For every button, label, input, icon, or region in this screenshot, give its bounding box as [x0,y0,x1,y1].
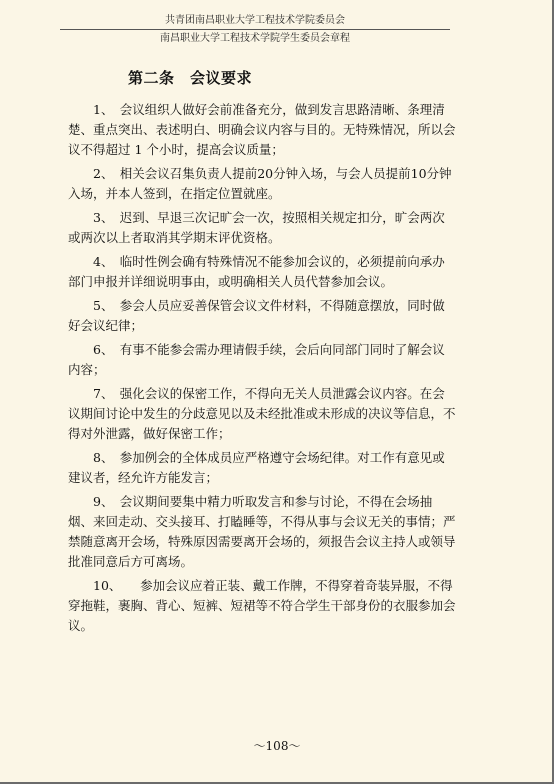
paragraph-4: 4、 临时性例会确有特殊情况不能参加会议的，必须提前向承办部门申报并详细说明事由，或明确相关人员代替参加会议。 [68,254,445,289]
article-title: 第二条 会议要求 [128,69,253,87]
paragraph-10: 10、 参加会议应着正装、戴工作牌，不得穿着奇装异服，不得穿拖鞋，裹胸、背心、短裤、短裙等不符合学生干部身份的衣服参加会议。 [68,578,456,633]
header-rule [60,29,450,30]
page-header [60,14,450,45]
page-number: ～108～ [253,739,301,753]
paragraph-3: 3、 迟到、早退三次记旷会一次，按照相关规定扣分，旷会两次或两次以上者取消其学期末评优资格。 [68,210,445,245]
header-organization: 共青团南昌职业大学工程技术学院委员会 [165,15,345,26]
paragraph-2: 2、 相关会议召集负责人提前20分钟入场，与会人员提前10分钟入场，并本人签到，在指定位置就座。 [68,166,452,201]
paragraph-7: 7、 强化会议的保密工作，不得向无关人员泄露会议内容。在会议期间讨论中发生的分歧意见以及未经批准或未形成的决议等信息，不得对外泄露，做好保密工作； [68,386,456,441]
header-document-title: 南昌职业大学工程技术学院学生委员会章程 [160,33,350,44]
paragraph-6: 6、 有事不能参会需办理请假手续，会后向同部门同时了解会议内容； [68,342,445,377]
article-body [68,100,456,640]
paragraph-5: 5、 参会人员应妥善保管会议文件材料，不得随意摆放，同时做好会议纪律； [68,298,445,333]
paragraph-1: 1、 会议组织人做好会前准备充分，做到发言思路清晰、条理清楚、重点突出、表述明白、明确会议内容与目的。无特殊情况，所以会议不得超过 1 个小时，提高会议质量； [68,102,456,157]
paragraph-9: 9、 会议期间要集中精力听取发言和参与讨论，不得在会场抽烟、来回走动、交头接耳、打瞌睡等，不得从事与会议无关的事情；严禁随意离开会场，特殊原因需要离开会场的，须报告会议主持人或领导批准同意后方可离场。 [68,494,456,569]
paragraph-8: 8、 参加例会的全体成员应严格遵守会场纪律。对工作有意见或建议者，经允许方能发言； [68,450,445,485]
